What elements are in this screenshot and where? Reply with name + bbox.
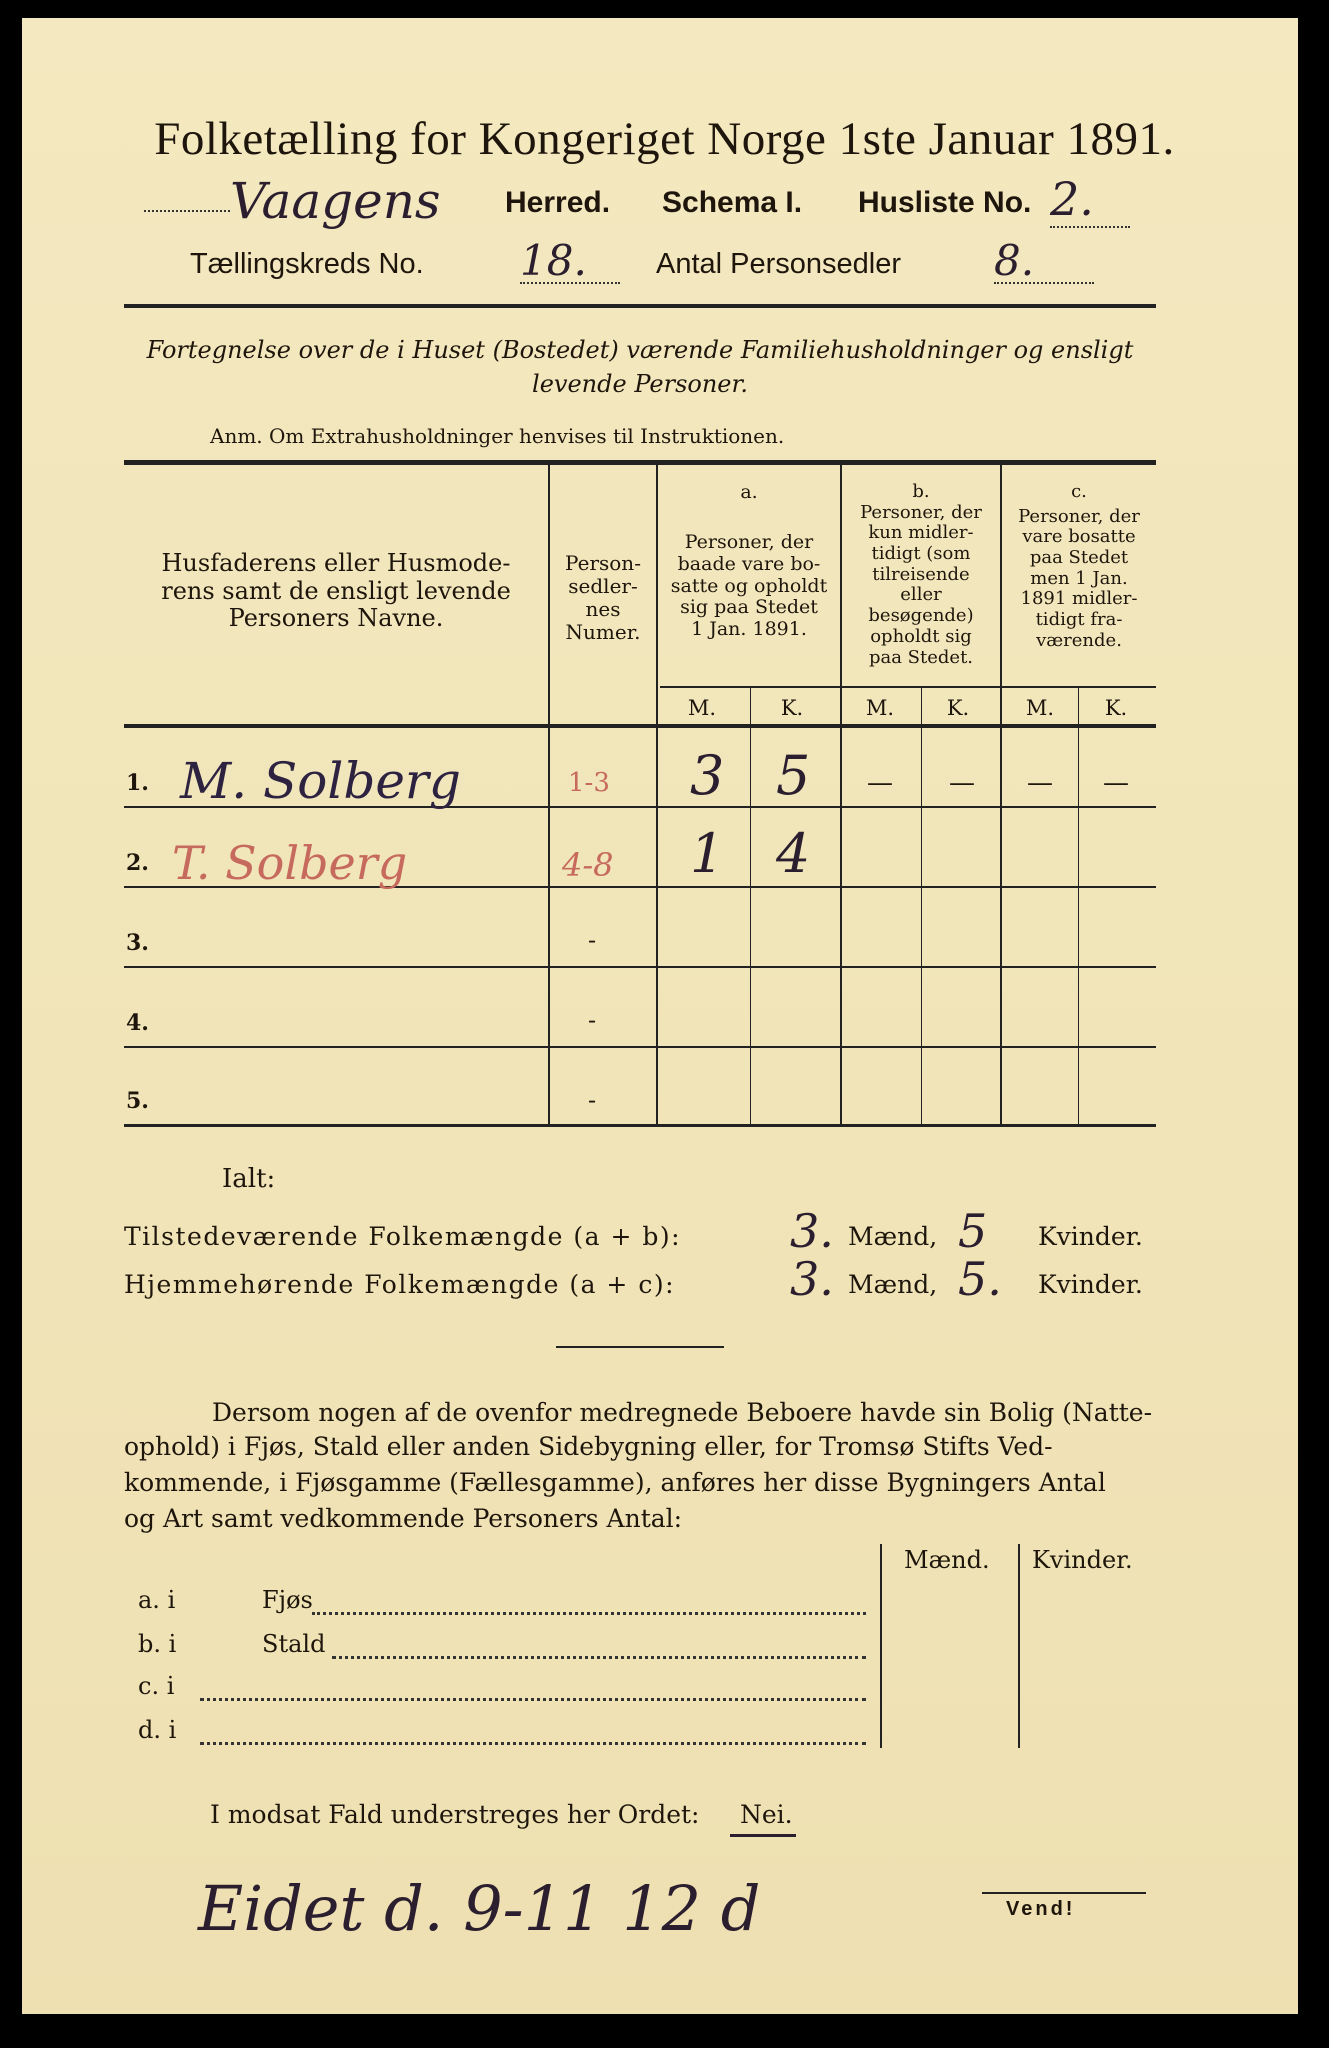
col-divider-3: [840, 464, 842, 1124]
antal-label: Antal Personsedler: [656, 248, 902, 280]
totals-line1-m: 3.: [790, 1204, 834, 1258]
row-1-b-m: —: [867, 768, 893, 798]
bld-row-a-label: a. i: [138, 1586, 176, 1614]
totals-line2-m: 3.: [790, 1252, 834, 1306]
row-line-3: [124, 966, 1156, 968]
row-1-c-m: —: [1027, 768, 1053, 798]
totals-line2-maend: Mænd,: [848, 1270, 938, 1299]
vend-label: Vend!: [1006, 1898, 1076, 1920]
totals-line1-kvinder: Kvinder.: [1038, 1222, 1143, 1251]
kreds-value: 18.: [520, 236, 587, 285]
bld-col-maend: Mænd.: [904, 1546, 990, 1574]
col-divider-4: [1000, 464, 1002, 1124]
col-header-names: Husfaderens eller Husmode- rens samt de ensligt levende Personers Navne.: [161, 549, 511, 633]
row-2-name: T. Solberg: [172, 836, 408, 890]
totals-line1-label: Tilstedeværende Folkemængde (a + b):: [124, 1222, 682, 1251]
row-1-a-k: 5: [776, 744, 811, 807]
bld-row-a-text: Fjøs: [262, 1586, 313, 1614]
nei-word: Nei.: [740, 1800, 793, 1829]
col-divider-2: [656, 464, 658, 1124]
herred-value: Vaagens: [230, 172, 441, 230]
bld-row-b-label: b. i: [138, 1630, 177, 1658]
bld-divider-1: [880, 1544, 882, 1748]
bld-row-b-dots: [332, 1656, 866, 1659]
row-5-number: 5.: [126, 1088, 149, 1114]
col-divider-bm: [921, 688, 922, 1124]
signature: Eidet d. 9-11 12 d: [198, 1872, 761, 1945]
bld-divider-2: [1018, 1544, 1020, 1748]
row-3-number: 3.: [126, 930, 149, 956]
nei-underline: [730, 1834, 796, 1837]
herred-label: Herred.: [505, 186, 611, 219]
row-2-number: 2.: [126, 850, 149, 876]
totals-line2-kvinder: Kvinder.: [1038, 1270, 1143, 1299]
row-1-numer: 1-3: [568, 768, 610, 798]
para-line4: og Art samt vedkommende Personers Antal:: [124, 1504, 683, 1533]
nei-text: I modsat Fald understreges her Ordet:: [210, 1800, 700, 1829]
vend-rule: [982, 1892, 1146, 1894]
mk-header-bm: M.: [865, 696, 895, 720]
row-2-a-m: 1: [690, 822, 725, 885]
col-divider-cm: [1078, 688, 1079, 1124]
bld-row-c-dots: [200, 1698, 866, 1701]
totals-line1-k: 5: [958, 1204, 988, 1258]
bld-row-d-label: d. i: [138, 1716, 177, 1744]
totals-line2-k: 5.: [958, 1252, 1002, 1306]
col-header-b: b. Personer, der kun midler- tidigt (som tilreisende eller besøgende) opholdt sig paa Stedet.: [860, 481, 982, 668]
bld-row-c-label: c. i: [138, 1672, 175, 1700]
census-form: [22, 18, 1298, 2014]
ialt-label: Ialt:: [222, 1164, 276, 1194]
bld-col-kvinder: Kvinder.: [1032, 1546, 1133, 1574]
row-1-number: 1.: [126, 770, 149, 796]
mk-header-am: M.: [687, 696, 717, 720]
mk-header-ak: K.: [780, 696, 804, 720]
row-1-a-m: 3: [690, 744, 725, 807]
row-4-number: 4.: [126, 1010, 149, 1036]
row-4-numer: -: [588, 1006, 597, 1034]
row-3-numer: -: [588, 926, 597, 954]
intro-line2: levende Personer.: [532, 370, 748, 398]
divider-short: [556, 1346, 724, 1348]
row-2-numer: 4-8: [562, 846, 614, 884]
totals-line2-label: Hjemmehørende Folkemængde (a + c):: [124, 1270, 675, 1299]
anm-note: Anm. Om Extrahusholdninger henvises til Instruktionen.: [210, 424, 785, 448]
mk-header-cm: M.: [1025, 696, 1055, 720]
form-title: Folketælling for Kongeriget Norge 1ste Januar 1891.: [154, 113, 1175, 165]
row-line-4: [124, 1046, 1156, 1048]
kreds-dots: [520, 282, 620, 284]
col-header-a: a. Personer, der baade vare bo- satte og opholdt sig paa Stedet 1 Jan. 1891.: [670, 481, 828, 641]
antal-dots: [994, 282, 1094, 284]
row-1-name: M. Solberg: [180, 752, 461, 810]
row-1-b-k: —: [949, 768, 975, 798]
herred-dots: [144, 210, 230, 212]
kreds-label: Tællingskreds No.: [190, 248, 424, 280]
para-line2: ophold) i Fjøs, Stald eller anden Sidebygning eller, for Tromsø Stifts Ved-: [124, 1432, 1053, 1461]
bld-row-d-dots: [200, 1742, 866, 1745]
mk-rule: [660, 686, 1156, 688]
table-bottom-rule: [124, 1124, 1156, 1127]
husliste-value: 2.: [1050, 172, 1094, 226]
schema-label: Schema I.: [662, 186, 803, 219]
col-divider-am: [750, 688, 751, 1124]
antal-value: 8.: [994, 236, 1035, 285]
totals-line1-maend: Mænd,: [848, 1222, 938, 1251]
mk-header-ck: K.: [1104, 696, 1128, 720]
row-5-numer: -: [588, 1086, 597, 1114]
header-rule: [124, 304, 1156, 308]
husliste-dots: [1050, 226, 1130, 228]
bld-row-b-text: Stald: [262, 1630, 326, 1658]
para-line3: kommende, i Fjøsgamme (Fællesgamme), anføres her disse Bygningers Antal: [124, 1468, 1106, 1497]
col-header-numer: Person- sedler- nes Numer.: [565, 551, 641, 644]
col-divider-1: [548, 464, 550, 1124]
para-line1: Dersom nogen af de ovenfor medregnede Beboere havde sin Bolig (Natte-: [212, 1398, 1153, 1427]
husliste-label: Husliste No.: [858, 186, 1032, 219]
row-1-c-k: —: [1103, 768, 1129, 798]
intro-line1: Fortegnelse over de i Huset (Bostedet) værende Familiehusholdninger og ensligt: [146, 336, 1134, 364]
mk-header-bk: K.: [946, 696, 970, 720]
row-2-a-k: 4: [776, 822, 811, 885]
bld-row-a-dots: [312, 1612, 866, 1615]
col-header-c: c. Personer, der vare bosatte paa Stedet men 1 Jan. 1891 midler- tidigt fra- værende.: [1018, 481, 1140, 651]
